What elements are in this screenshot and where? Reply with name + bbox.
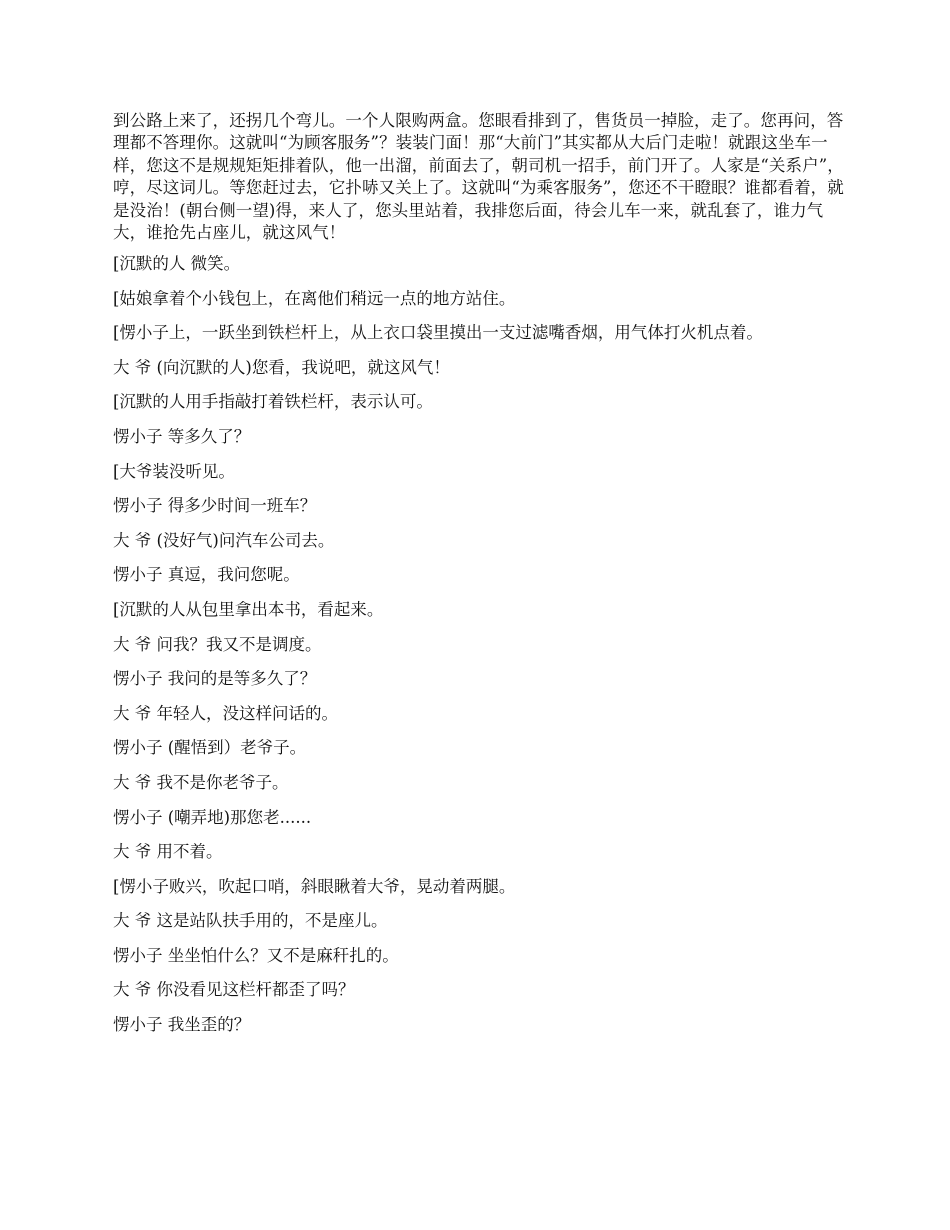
stage-direction: [大爷装没听见。	[113, 461, 235, 481]
script-lines	[113, 253, 845, 1049]
dialogue-line: 愣小子 得多少时间一班车？	[113, 496, 317, 516]
dialogue-line: 愣小子 等多久了？	[113, 426, 251, 446]
stage-direction: [愣小子败兴，吹起口哨，斜眼瞅着大爷，晃动着两腿。	[113, 876, 516, 896]
dialogue-line: 大 爷 年轻人，没这样问话的。	[113, 703, 338, 723]
dialogue-line: 愣小子 坐坐怕什么？又不是麻秆扎的。	[113, 945, 399, 965]
dialogue-line: 愣小子 我坐歪的？	[113, 1015, 251, 1035]
dialogue-line: 大 爷 (没好气)问汽车公司去。	[113, 530, 335, 550]
dialogue-line: 愣小子 真逗，我问您呢。	[113, 565, 300, 585]
dialogue-line: 大 爷 我不是你老爷子。	[113, 772, 289, 792]
stage-direction: [沉默的人用手指敲打着铁栏杆，表示认可。	[113, 392, 433, 412]
stage-direction: [沉默的人 微笑。	[113, 254, 241, 273]
dialogue-line: 愣小子 (嘲弄地)那您老......	[113, 807, 312, 827]
dialogue-line: 愣小子 我问的是等多久了？	[113, 669, 317, 689]
dialogue-line: 大 爷 你没看见这栏杆都歪了吗？	[113, 980, 355, 1000]
dialogue-line: 愣小子 (醒悟到）老爷子。	[113, 738, 307, 758]
dialogue-line: 大 爷 这是站队扶手用的，不是座儿。	[113, 911, 388, 931]
stage-direction: [姑娘拿着个小钱包上，在离他们稍远一点的地方站住。	[113, 288, 516, 308]
stage-direction: [沉默的人从包里拿出本书，看起来。	[113, 599, 384, 619]
intro-paragraph: 到公路上来了，还拐几个弯儿。一个人限购两盒。您眼看排到了，售货员一掉脸，走了。您再问，答理都不答理你。这就叫“为顾客服务”？装装门面！那“大前门”其实都从大后门走啦！就跟这坐车一样，您这不是规规矩矩排着队，他一出溜，前面去了，朝司机一招手，前门开了。人家是“关系户”，哼，尽这词儿。等您赶过去，它扑哧又关上了。这就叫“为乘客服务”，您还不干瞪眼？谁都看着，就是没治！(朝台侧一望)得，来人了，您头里站着，我排您后面，待会儿车一来，就乱套了，谁力气大，谁抢先占座儿，就这风气！	[113, 111, 844, 243]
dialogue-line: 大 爷 问我？我又不是调度。	[113, 634, 322, 654]
dialogue-line: 大 爷 (向沉默的人)您看，我说吧，就这风气！	[113, 357, 450, 377]
stage-direction: [愣小子上，一跃坐到铁栏杆上，从上衣口袋里摸出一支过滤嘴香烟，用气体打火机点着。	[113, 323, 763, 343]
dialogue-line: 大 爷 用不着。	[113, 842, 223, 862]
